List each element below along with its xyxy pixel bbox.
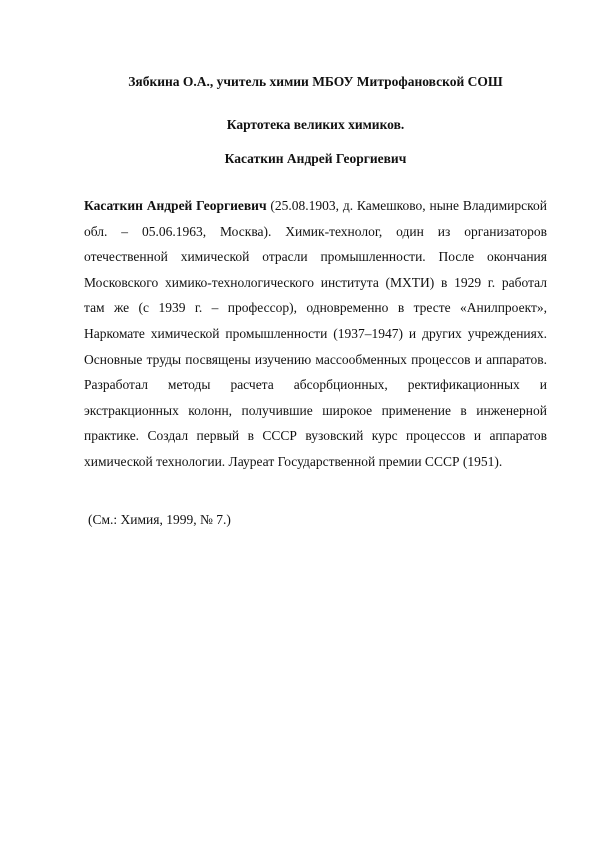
biography-paragraph [84, 193, 547, 475]
biography-name: Касаткин Андрей Георгиевич [84, 198, 267, 213]
author-line: Зябкина О.А., учитель химии МБОУ Митрофановской СОШ [128, 74, 503, 89]
document-title: Картотека великих химиков. [226, 117, 405, 132]
source-citation: (См.: Химия, 1999, № 7.) [88, 512, 231, 527]
biography-text: (25.08.1903, д. Камешково, ныне Владимирской обл. – 05.06.1963, Москва). Химик-технолог, один из организаторов отечественной химической отрасли промышленности. После окончания Московского химико-технологического института (МХТИ) в 1929 г. работал там же (с 1939 г. – профессор), одновременно в тресте «Анилпроект», Наркомате химической промышленности (1937–1947) и других учреждениях. Основные труды посвящены изучению массообменных процессов и аппаратов. Разработал методы расчета абсорбционных, ректификационных и экстракционных колонн, получившие широкое применение в инженерной практике. Создал первый в СССР вузовский курс процессов и аппаратов химической технологии. Лауреат Государственной премии СССР (1951). [84, 198, 547, 469]
chemist-name-heading: Касаткин Андрей Георгиевич [224, 151, 407, 166]
